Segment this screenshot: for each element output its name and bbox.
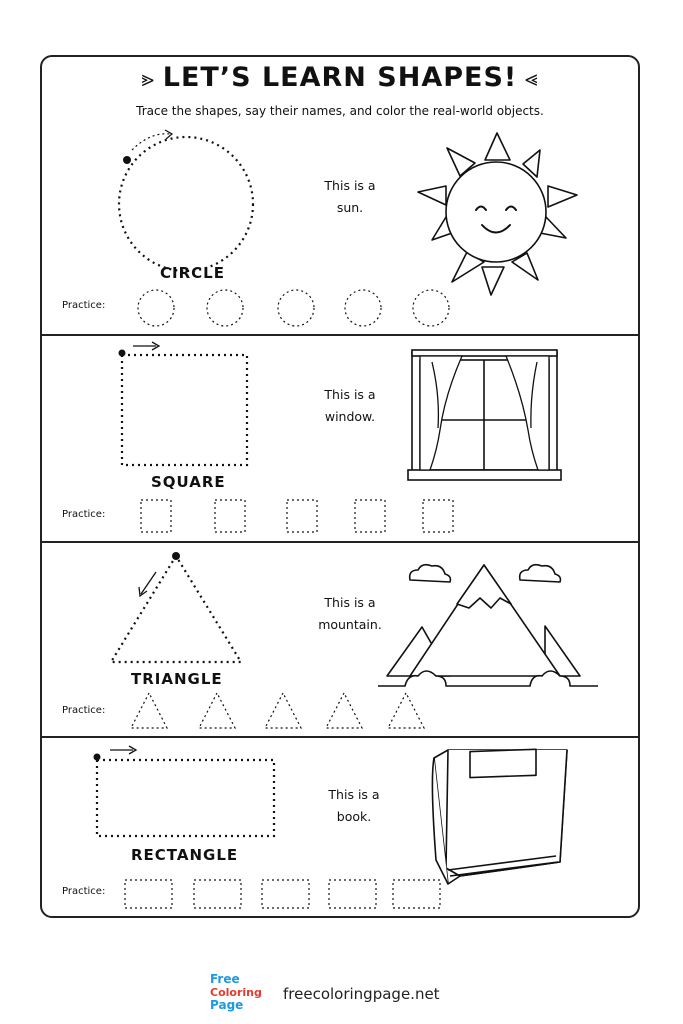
caption-circle-line2: sun. [336,200,364,215]
title-text: LET’S LEARN SHAPES! [162,62,518,93]
shape-name-square: SQUARE [151,473,226,491]
section-divider [40,334,640,336]
shape-name-triangle: TRIANGLE [131,670,223,688]
section-divider [40,736,640,738]
shape-name-rectangle: RECTANGLE [131,846,239,864]
caption-square [290,384,410,428]
freecoloringpage-logo [210,973,268,1013]
caption-rectangle-line2: book. [336,809,372,824]
logo-line2: Coloring [210,986,262,999]
title-spark-left-icon: ⪢ [141,67,155,92]
caption-triangle-line1: This is a [324,595,376,610]
site-url: freecoloringpage.net [283,985,440,1003]
instructions: Trace the shapes, say their names, and color the real-world objects. [136,104,544,118]
practice-label-triangle: Practice: [62,705,106,716]
page-title [40,62,640,93]
caption-square-line2: window. [324,409,376,424]
caption-circle-line1: This is a [324,178,376,193]
logo-line1: Free [210,972,240,986]
section-divider [40,541,640,543]
practice-label-circle: Practice: [62,300,106,311]
caption-triangle [290,592,410,636]
caption-rectangle [294,784,414,828]
practice-label-square: Practice: [62,509,106,520]
title-spark-right-icon: ⪡ [525,67,539,92]
caption-circle [290,175,410,219]
practice-label-rectangle: Practice: [62,886,106,897]
shape-name-circle: CIRCLE [160,264,225,282]
caption-square-line1: This is a [324,387,376,402]
caption-triangle-line2: mountain. [318,617,382,632]
caption-rectangle-line1: This is a [328,787,380,802]
logo-line3: Page [210,998,244,1012]
